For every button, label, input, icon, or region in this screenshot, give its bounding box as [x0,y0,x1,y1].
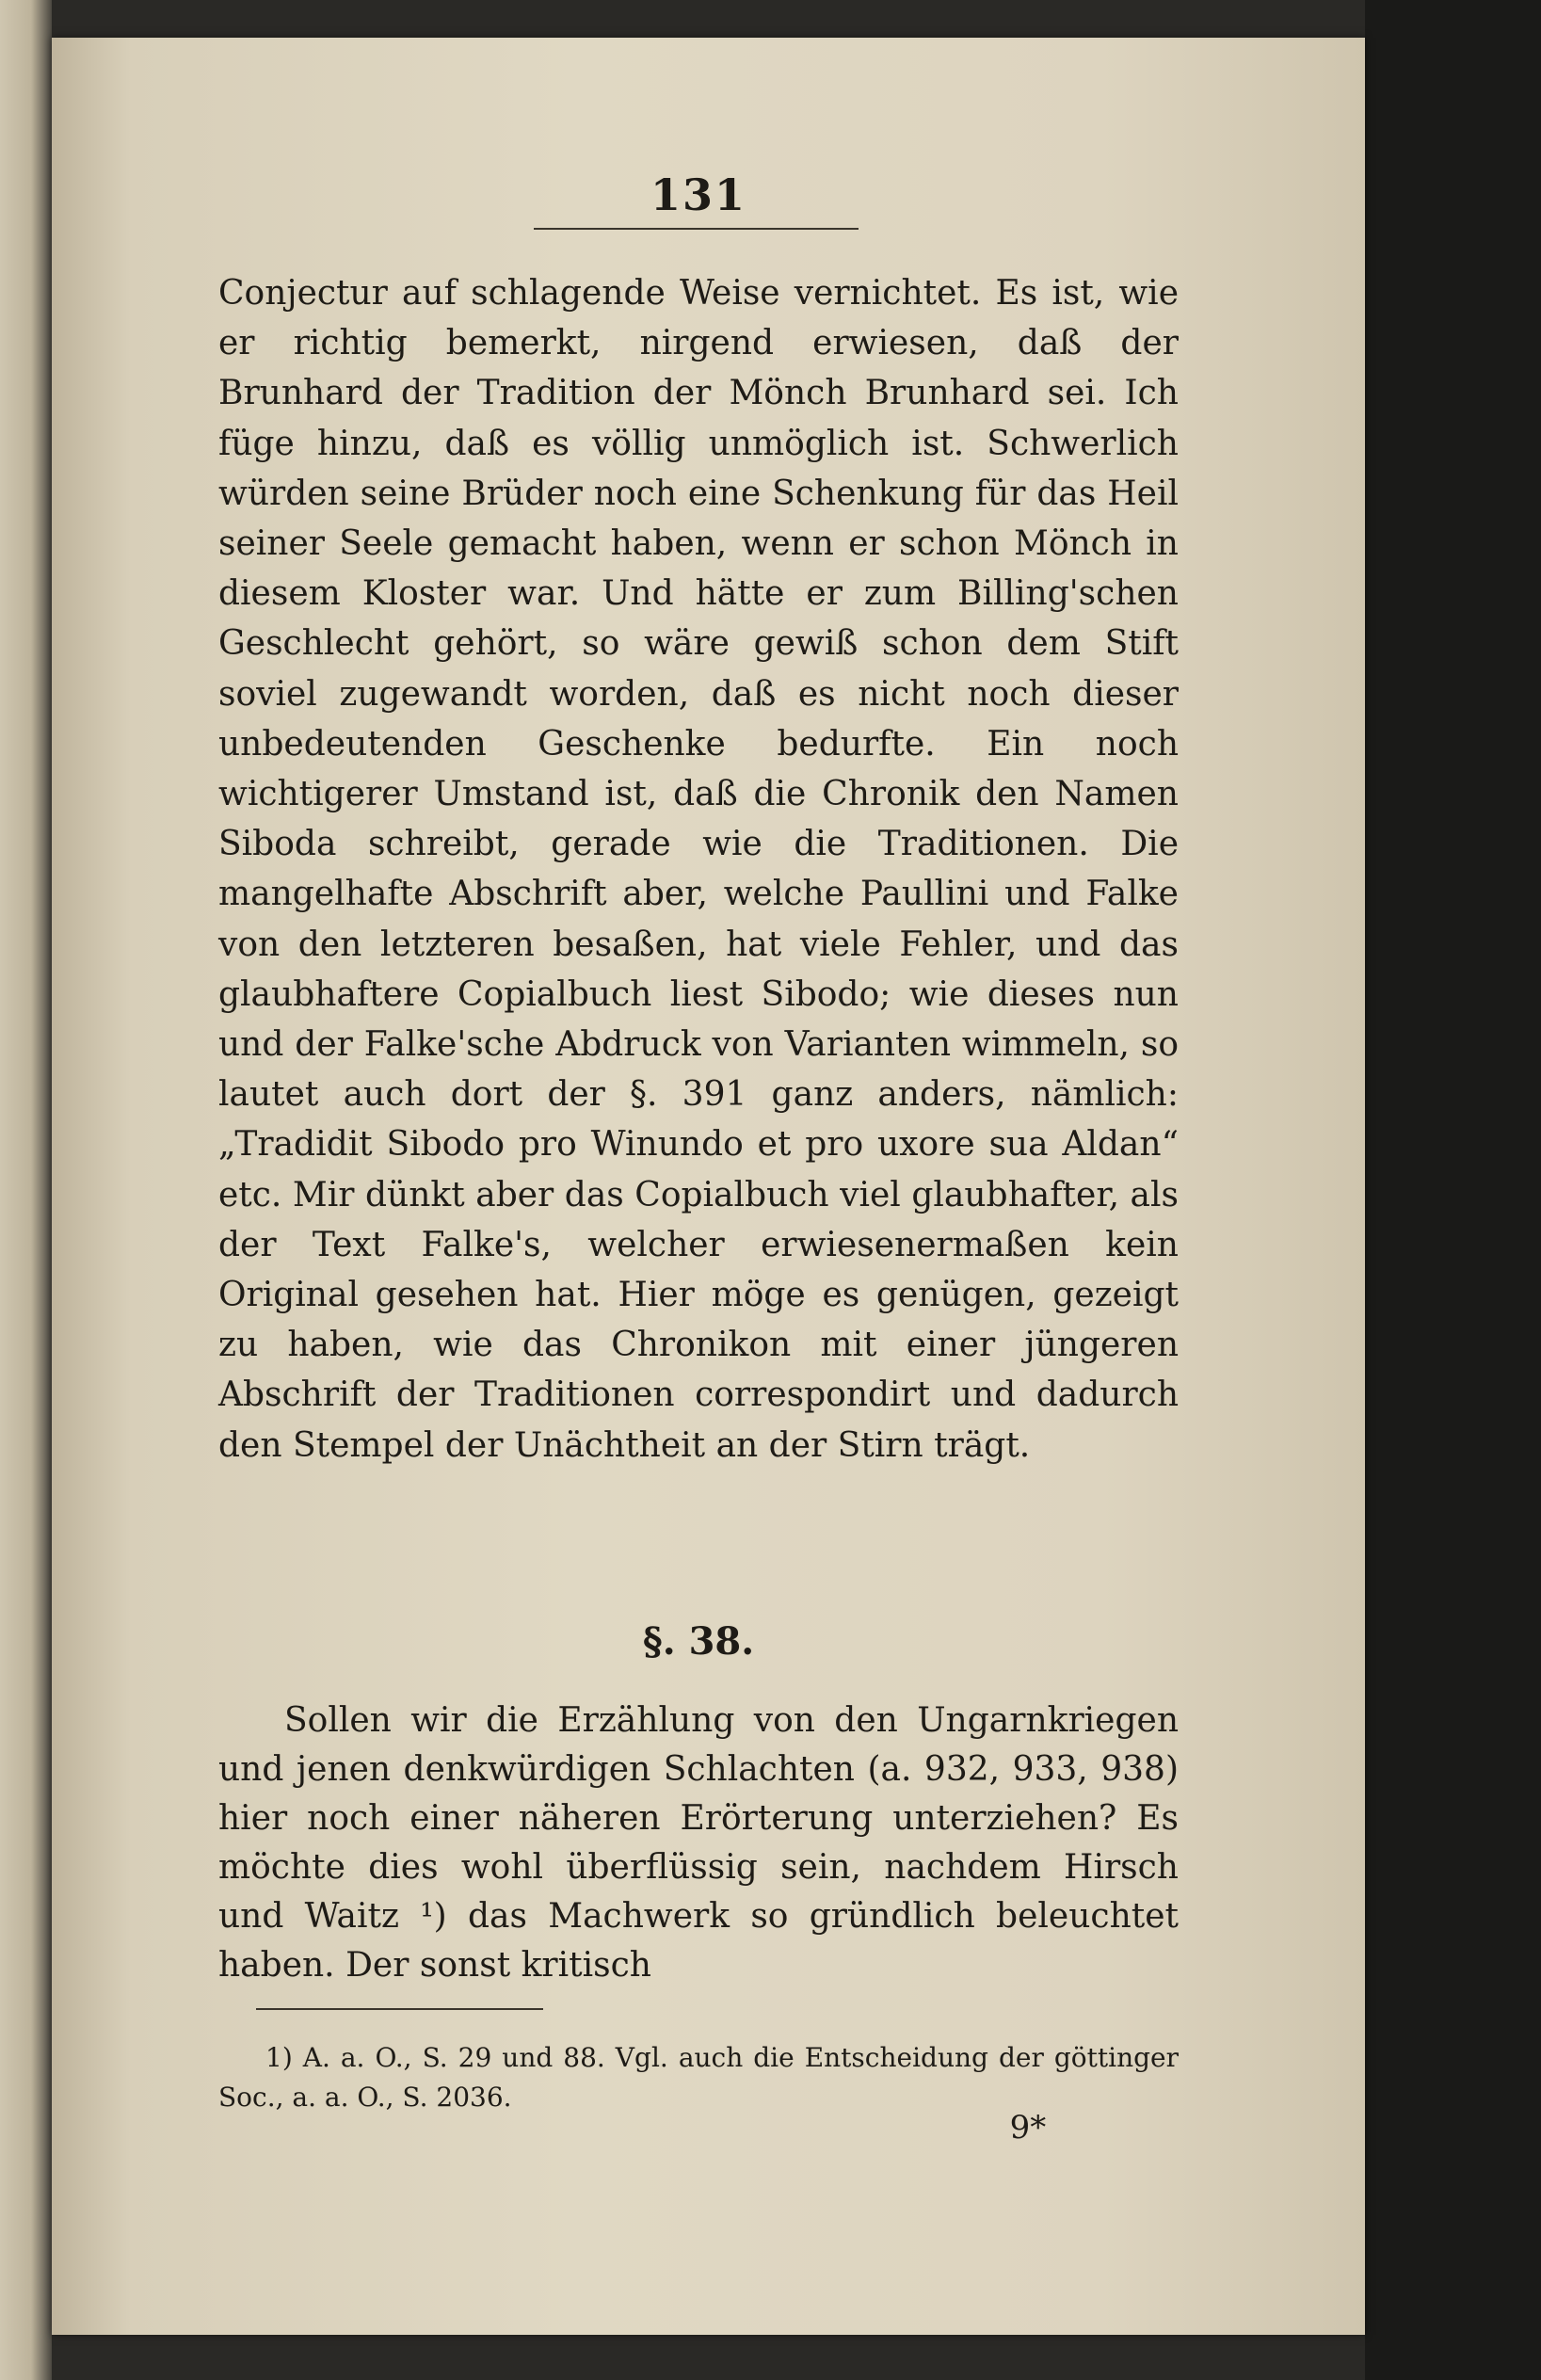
section-heading: §. 38. [642,1619,755,1664]
facing-page-edge [0,0,52,2380]
signature-mark: 9* [1009,2109,1047,2147]
body-paragraph: Conjectur auf schlagende Weise vernichtet. Es ist, wie er richtig bemerkt, nirgend erwiesen, daß der Brunhard der Tradition der Mönch Brunhard sei. Ich füge hinzu, daß es völlig unmöglich ist. Schwerlich würden seine Brüder noch eine Schenkung für das Heil seiner Seele gemacht haben, wenn er schon Mönch in diesem Kloster war. Und hätte er zum Billing'schen Geschlecht gehört, so wäre gewiß schon dem Stift soviel zugewandt worden, daß es nicht noch dieser unbedeutenden Geschenke bedurfte. Ein noch wichtigerer Umstand ist, daß die Chronik den Namen Siboda schreibt, gerade wie die Traditionen. Die mangelhafte Abschrift aber, welche Paullini und Falke von den letzteren besaßen, hat viele Fehler, und das glaubhaftere Copialbuch liest Sibodo; wie dieses nun und der Falke'sche Abdruck von Varianten wimmeln, so lautet auch dort der §. 391 ganz anders, nämlich: „Tradidit Sibodo pro Winundo et pro uxore sua Aldan“ etc. Mir dünkt aber das Copialbuch viel glaubhafter, als der Text Falke's, welcher erwiesenermaßen kein Original gesehen hat. Hier möge es genügen, gezeigt zu haben, wie das Chronikon mit einer jüngeren Abschrift der Traditionen correspondirt und dadurch den Stempel der Unächtheit an der Stirn trägt. [218,274,1179,1465]
header-rule [534,228,859,230]
page-number: 131 [650,169,747,220]
footnote-rule [256,2008,543,2010]
footnote: 1) A. a. O., S. 29 und 88. Vgl. auch die Entscheidung der göttinger Soc., a. a. O., S. 2036. [218,2042,1179,2113]
scan-background [1365,0,1541,2380]
section-paragraph: Sollen wir die Erzählung von den Ungarnkriegen und jenen denkwürdigen Schlachten (a. 932, 933, 938) hier noch einer näheren Erörterung unterziehen? Es möchte dies wohl überflüssig sein, nachdem Hirsch und Waitz ¹) das Machwerk so gründlich beleuchtet haben. Der sonst kritisch [218,1701,1179,1985]
